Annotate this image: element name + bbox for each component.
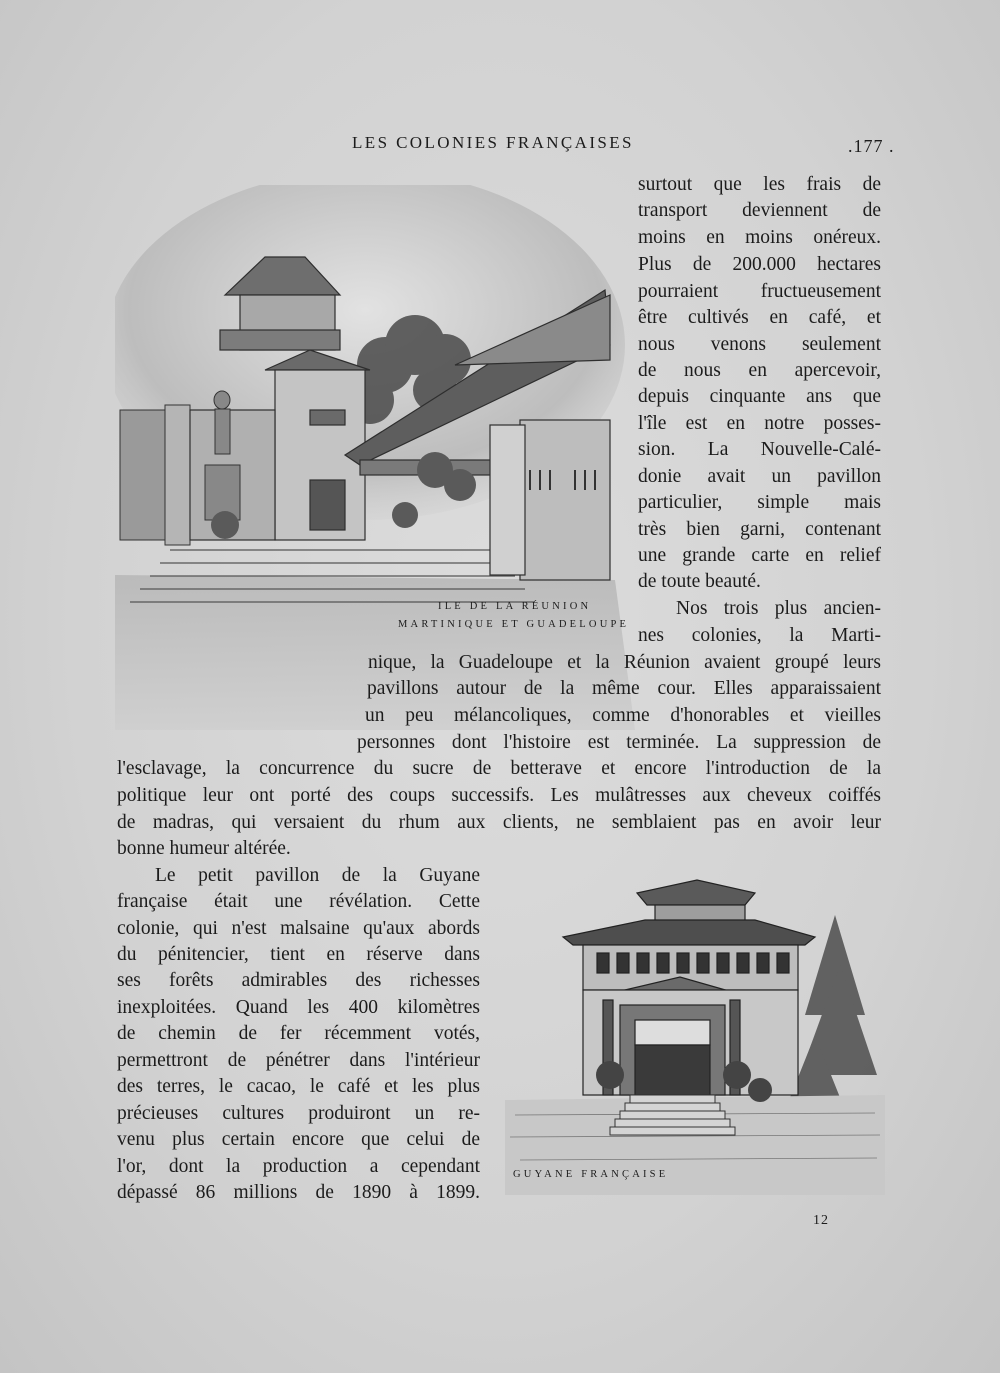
text-line: nous venons seulement [638, 334, 881, 355]
text-line: un peu mélancoliques, comme d'honorables et vieilles [365, 705, 881, 726]
illustration-reunion-martinique-guadeloupe [115, 185, 635, 730]
text-line: surtout que les frais de [638, 174, 881, 195]
text-line: précieuses cultures produiront un re- [117, 1103, 480, 1124]
text-line: l'or, dont la production a cependant [117, 1156, 480, 1177]
text-line: colonie, qui n'est malsaine qu'aux abords [117, 918, 480, 939]
running-head: LES COLONIES FRANÇAISES [352, 133, 634, 152]
text-line: de madras, qui versaient du rhum aux clients, ne semblaient pas en avoir leur [117, 812, 881, 833]
text-line: bonne humeur altérée. [117, 838, 291, 859]
text-line: Plus de 200.000 hectares [638, 254, 881, 275]
text-line: Le petit pavillon de la Guyane [155, 865, 480, 886]
text-line: nes colonies, la Marti- [638, 625, 881, 646]
text-line: transport deviennent de [638, 200, 881, 221]
text-line: du pénitencier, tient en réserve dans [117, 944, 480, 965]
text-line: de chemin de fer récemment votés, [117, 1023, 480, 1044]
text-line: sion. La Nouvelle-Calé- [638, 439, 881, 460]
text-line: moins en moins onéreux. [638, 227, 881, 248]
text-line: Nos trois plus ancien- [676, 598, 881, 619]
text-line: une grande carte en relief [638, 545, 881, 566]
text-line: de nous en apercevoir, [638, 360, 881, 381]
text-line: être cultivés en café, et [638, 307, 881, 328]
text-line: permettront de pénétrer dans l'intérieur [117, 1050, 480, 1071]
text-line: pourraient fructueusement [638, 281, 881, 302]
text-line: nique, la Guadeloupe et la Réunion avaient groupé leurs [368, 652, 881, 673]
illustration-caption-reunion: ILE DE LA RÉUNION [438, 601, 592, 612]
text-line: donie avait un pavillon [638, 466, 881, 487]
text-line: pavillons autour de la même cour. Elles apparaissaient [367, 678, 881, 699]
page-header [0, 133, 1000, 155]
illustration-caption-martinique-guadeloupe: MARTINIQUE ET GUADELOUPE [398, 619, 630, 630]
text-line: venu plus certain encore que celui de [117, 1129, 480, 1150]
illustration-caption-guyane: GUYANE FRANÇAISE [513, 1169, 669, 1180]
text-line: politique leur ont porté des coups successifs. Les mulâtresses aux cheveux coiffés [117, 785, 881, 806]
signature-mark: 12 [813, 1213, 829, 1228]
page-number: .177 . [848, 136, 895, 156]
text-line: depuis cinquante ans que [638, 386, 881, 407]
text-line: particulier, simple mais [638, 492, 881, 513]
text-line: l'île est en notre posses- [638, 413, 881, 434]
text-line: personnes dont l'histoire est terminée. La suppression de [357, 732, 881, 753]
text-line: inexploitées. Quand les 400 kilomètres [117, 997, 480, 1018]
illustration-guyane-francaise [505, 875, 885, 1200]
text-line: française était une révélation. Cette [117, 891, 480, 912]
text-line: des terres, le cacao, le café et les plus [117, 1076, 480, 1097]
text-line: ses forêts admirables des richesses [117, 970, 480, 991]
text-line: très bien garni, contenant [638, 519, 881, 540]
text-line: l'esclavage, la concurrence du sucre de betterave et encore l'introduction de la [117, 758, 881, 779]
text-line: dépassé 86 millions de 1890 à 1899. [117, 1182, 480, 1203]
text-line: de toute beauté. [638, 571, 761, 592]
